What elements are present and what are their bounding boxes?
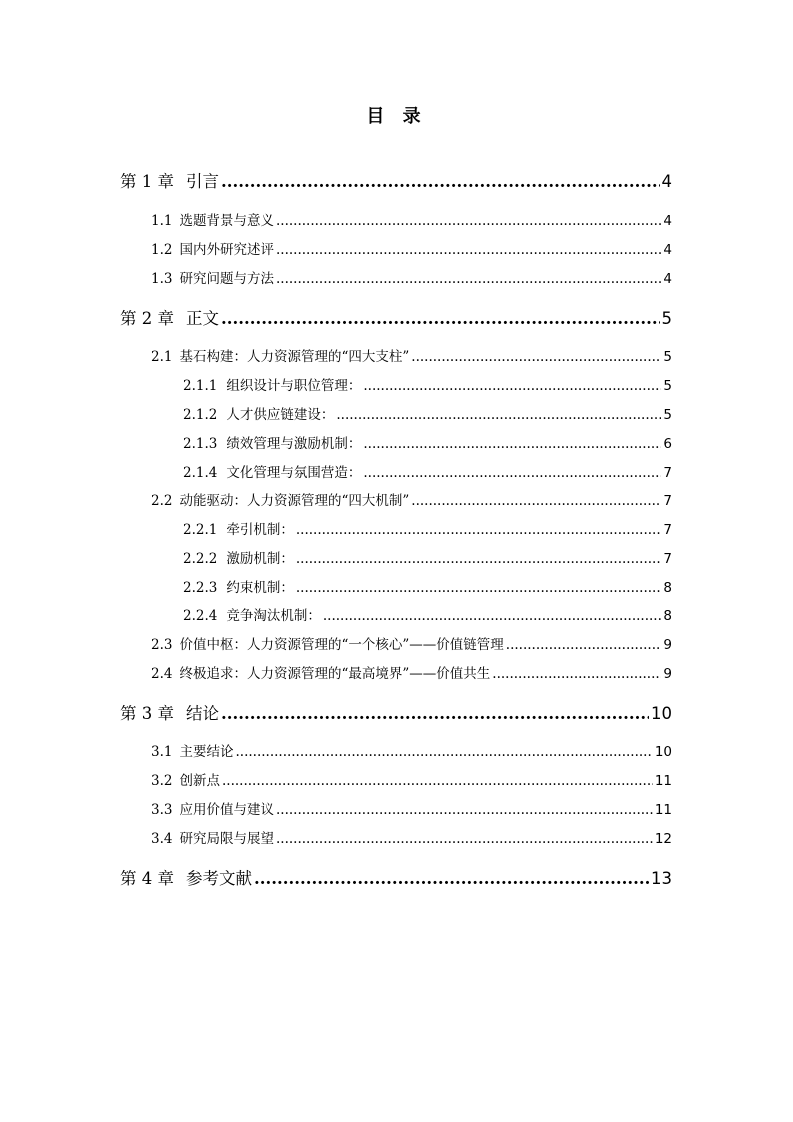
toc-entry[interactable]: [151, 772, 672, 790]
toc-entry-page-number: 9: [663, 666, 672, 682]
toc-entry-title: 主要结论: [179, 744, 234, 760]
toc-entry[interactable]: [183, 435, 672, 453]
toc-dot-leader: [276, 270, 661, 288]
toc-entry-page-number: 13: [651, 869, 672, 888]
toc-entry[interactable]: [120, 703, 672, 725]
toc-entry-title: 基石构建：人力资源管理的“四大支柱”: [179, 349, 410, 365]
toc-entry-number: 3.4: [151, 831, 173, 847]
toc-entry-number: 2.2.1: [183, 522, 218, 538]
toc-entry-page-number: 4: [661, 172, 672, 191]
toc-entry-number: 2.1.4: [183, 465, 218, 481]
toc-entry-number: 2.1.1: [183, 378, 218, 394]
toc-entry-page-number: 7: [663, 551, 672, 567]
toc-dot-leader: [323, 607, 662, 625]
toc-entry-number: 2.1.3: [183, 436, 218, 452]
toc-dot-leader: [222, 772, 653, 790]
toc-entry[interactable]: [151, 348, 672, 366]
toc-entry[interactable]: [183, 377, 672, 395]
toc-entry-number: 2.1: [151, 349, 173, 365]
toc-entry-page-number: 4: [663, 271, 672, 287]
toc-entry-title: 研究问题与方法: [179, 271, 274, 287]
toc-entry-page-number: 5: [661, 309, 672, 328]
toc-entry-title: 引言: [186, 172, 219, 191]
toc-dot-leader: [296, 550, 662, 568]
toc-entry-number: 2.2.4: [183, 608, 218, 624]
toc-entry-page-number: 4: [663, 213, 672, 229]
toc-entry-number: 3.1: [151, 744, 173, 760]
toc-entry-page-number: 9: [663, 637, 672, 653]
toc-dot-leader: [221, 703, 649, 725]
toc-entry-page-number: 5: [663, 378, 672, 394]
toc-dot-leader: [296, 521, 662, 539]
toc-entry[interactable]: [120, 171, 672, 193]
toc-dot-leader: [276, 212, 661, 230]
toc-entry-number: 第 1 章: [120, 172, 174, 191]
toc-dot-leader: [254, 868, 649, 890]
toc-entry-number: 1.2: [151, 242, 173, 258]
toc-entry-title: 创新点: [179, 773, 220, 789]
toc-entry-number: 第 4 章: [120, 869, 174, 888]
toc-dot-leader: [363, 377, 661, 395]
toc-entry-number: 第 2 章: [120, 309, 174, 328]
toc-entry-number: 第 3 章: [120, 704, 174, 723]
toc-dot-leader: [363, 464, 661, 482]
toc-entry-title: 国内外研究述评: [179, 242, 274, 258]
toc-entry-number: 2.1.2: [183, 407, 218, 423]
toc-entry-title: 文化管理与氛围营造：: [226, 465, 362, 481]
toc-entry[interactable]: [151, 801, 672, 819]
toc-dot-leader: [296, 579, 662, 597]
toc-entry-page-number: 5: [663, 349, 672, 365]
toc-entry[interactable]: [183, 464, 672, 482]
toc-entry-title: 动能驱动：人力资源管理的“四大机制”: [179, 493, 410, 509]
toc-entry-title: 组织设计与职位管理：: [226, 378, 362, 394]
toc-entry[interactable]: [151, 492, 672, 510]
toc-dot-leader: [276, 830, 653, 848]
toc-entry-page-number: 7: [663, 465, 672, 481]
toc-dot-leader: [411, 492, 661, 510]
toc-entry-title: 参考文献: [186, 869, 252, 888]
toc-entry-title: 价值中枢：人力资源管理的“一个核心”——价值链管理: [179, 637, 504, 653]
toc-entry-number: 3.2: [151, 773, 173, 789]
toc-entry-number: 2.2: [151, 493, 173, 509]
toc-entry-title: 牵引机制：: [226, 522, 294, 538]
toc-entry-title: 应用价值与建议: [179, 802, 274, 818]
toc-entry[interactable]: [183, 406, 672, 424]
toc-entry[interactable]: [151, 665, 672, 683]
toc-entry-page-number: 7: [663, 522, 672, 538]
toc-dot-leader: [363, 435, 661, 453]
toc-entry-page-number: 12: [654, 831, 672, 847]
toc-dot-leader: [221, 171, 660, 193]
toc-entry-title: 竞争淘汰机制：: [226, 608, 321, 624]
toc-entry-title: 选题背景与意义: [179, 213, 274, 229]
toc-entry[interactable]: [183, 579, 672, 597]
toc-entry-number: 1.3: [151, 271, 173, 287]
toc-entry[interactable]: [151, 830, 672, 848]
toc-entry[interactable]: [120, 308, 672, 330]
toc-entry-number: 2.4: [151, 666, 173, 682]
toc-entry[interactable]: [151, 241, 672, 259]
toc-entry-page-number: 5: [663, 407, 672, 423]
toc-entry[interactable]: [151, 212, 672, 230]
toc-entry-page-number: 6: [663, 436, 672, 452]
toc-entry[interactable]: [183, 607, 672, 625]
toc-entry-number: 2.3: [151, 637, 173, 653]
toc-dot-leader: [492, 665, 661, 683]
toc-entry-page-number: 4: [663, 242, 672, 258]
toc-entry-page-number: 10: [654, 744, 672, 760]
toc-entry-number: 1.1: [151, 213, 173, 229]
toc-entry-title: 绩效管理与激励机制：: [226, 436, 362, 452]
toc-dot-leader: [506, 636, 662, 654]
toc-entry-title: 激励机制：: [226, 551, 294, 567]
toc-entry-title: 结论: [186, 704, 219, 723]
toc-entry-title: 约束机制：: [226, 580, 294, 596]
toc-dot-leader: [411, 348, 661, 366]
toc-entry-number: 3.3: [151, 802, 173, 818]
toc-entry[interactable]: [151, 636, 672, 654]
toc-dot-leader: [276, 801, 653, 819]
toc-entry-page-number: 10: [651, 704, 672, 723]
toc-dot-leader: [221, 308, 660, 330]
toc-entry[interactable]: [183, 521, 672, 539]
toc-title: 目 录: [366, 106, 427, 127]
toc-entry-title: 人才供应链建设：: [226, 407, 335, 423]
toc-entry-title: 正文: [186, 309, 219, 328]
toc-entry-page-number: 8: [663, 580, 672, 596]
toc-entry-title: 研究局限与展望: [179, 831, 274, 847]
toc-entry-title: 终极追求：人力资源管理的“最高境界”——价值共生: [179, 666, 491, 682]
toc-entry[interactable]: [120, 868, 672, 890]
toc-entry[interactable]: [183, 550, 672, 568]
toc-entry-page-number: 11: [654, 773, 672, 789]
toc-entry-page-number: 11: [654, 802, 672, 818]
toc-dot-leader: [336, 406, 661, 424]
toc-entry-page-number: 8: [663, 608, 672, 624]
toc-entry-number: 2.2.3: [183, 580, 218, 596]
toc-dot-leader: [235, 743, 652, 761]
toc-entry-number: 2.2.2: [183, 551, 218, 567]
toc-dot-leader: [276, 241, 661, 259]
toc-entry-page-number: 7: [663, 493, 672, 509]
toc-entry[interactable]: [151, 270, 672, 288]
toc-entry[interactable]: [151, 743, 672, 761]
